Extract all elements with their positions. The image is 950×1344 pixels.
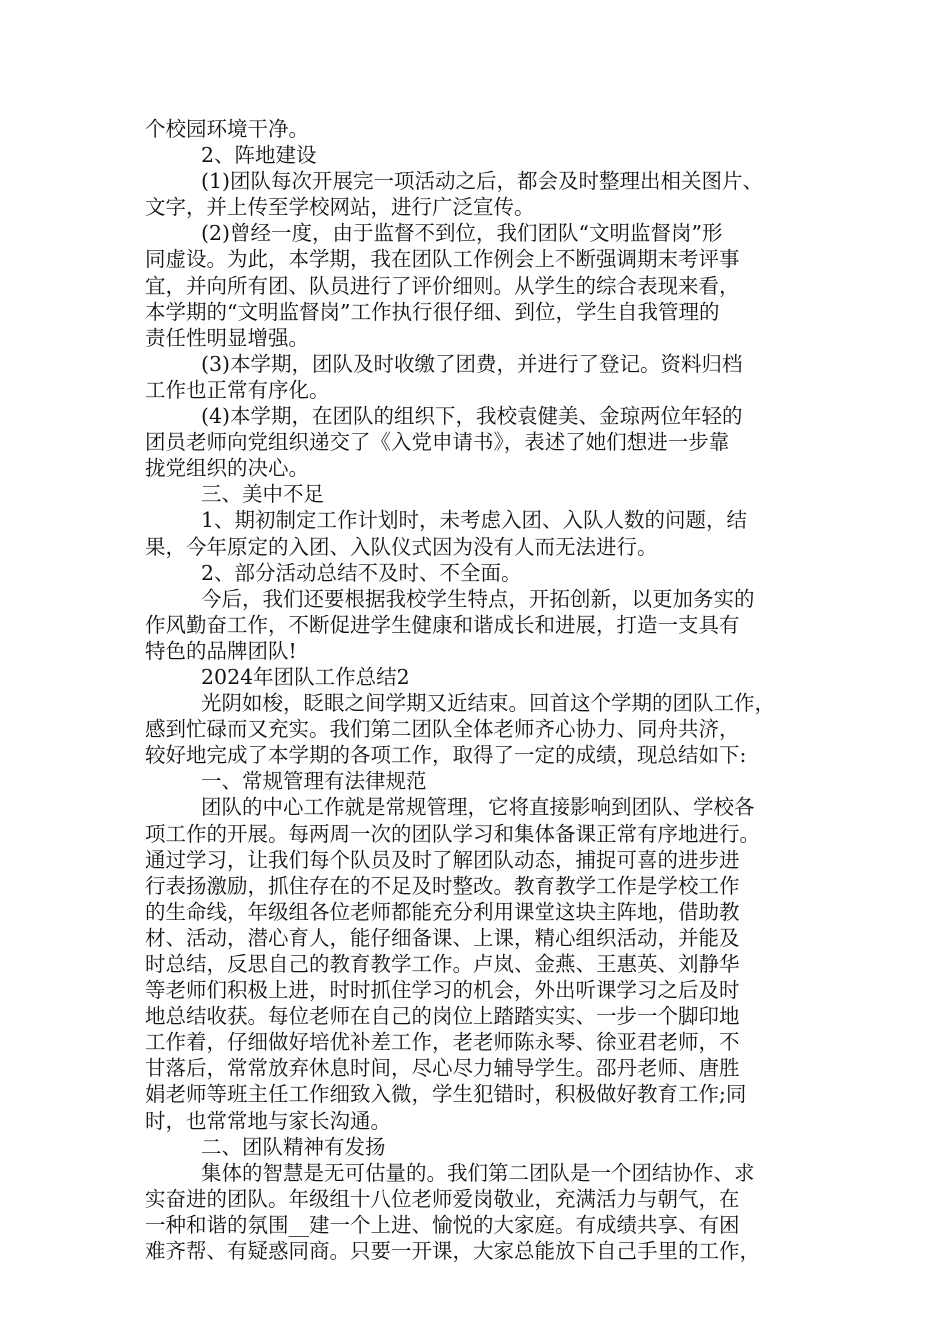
text-line: 的生命线，年级组各位老师都能充分利用课堂这块主阵地，借助教 — [145, 899, 740, 924]
text-line: (4)本学期，在团队的组织下，我校袁健美、金琼两位年轻的 — [201, 404, 743, 429]
text-line: 时总结，反思自己的教育教学工作。卢岚、金燕、王惠英、刘静华 — [145, 952, 740, 976]
text-line: 作风勤奋工作，不断促进学生健康和谐成长和进展，打造一支具有 — [145, 612, 740, 637]
text-line: 特色的品牌团队! — [145, 638, 297, 663]
text-line: 材、活动，潜心育人，能仔细备课、上课，精心组织活动，并能及 — [145, 925, 740, 950]
text-line: 一种和谐的氛围__建一个上进、愉悦的大家庭。有成绩共享、有困 — [145, 1212, 740, 1237]
text-line: 娟老师等班主任工作细致入微，学生犯错时，积极做好教育工作;同 — [145, 1082, 747, 1107]
text-line: 团队的中心工作就是常规管理，它将直接影响到团队、学校各 — [201, 795, 755, 820]
text-line: 难齐帮、有疑惑同商。只要一开课，大家总能放下自己手里的工作， — [145, 1239, 760, 1264]
text-line: 感到忙碌而又充实。我们第二团队全体老师齐心协力、同舟共济， — [145, 717, 740, 742]
text-line: 宜，并向所有团、队员进行了评价细则。从学生的综合表现来看， — [145, 273, 740, 298]
text-line: 今后，我们还要根据我校学生特点，开拓创新，以更加务实的 — [201, 586, 755, 611]
text-line: 较好地完成了本学期的各项工作，取得了一定的成绩，现总结如下: — [145, 743, 747, 768]
text-line: 果，今年原定的入团、入队仪式因为没有人而无法进行。 — [145, 534, 658, 559]
text-line: 通过学习，让我们每个队员及时了解团队动态，捕捉可喜的进步进 — [145, 847, 740, 872]
text-line: 工作着，仔细做好培优补差工作，老老师陈永琴、徐亚君老师，不 — [145, 1030, 740, 1055]
text-line: 甘落后，常常放弃休息时间，尽心尽力辅导学生。邵丹老师、唐胜 — [145, 1056, 740, 1081]
text-line: 拢党组织的决心。 — [145, 456, 309, 481]
text-line: 时，也常常地与家长沟通。 — [145, 1108, 391, 1133]
text-line: 三、美中不足 — [201, 482, 324, 507]
text-line: 实奋进的团队。年级组十八位老师爱岗敬业，充满活力与朝气，在 — [145, 1186, 740, 1211]
document-body — [145, 116, 815, 1264]
text-line: (2)曾经一度，由于监督不到位，我们团队“文明监督岗”形 — [201, 221, 723, 246]
text-line: 个校园环境干净。 — [145, 117, 309, 141]
text-line: 2、阵地建设 — [201, 143, 317, 168]
text-line: 等老师们积极上进，时时抓住学习的机会，外出听课学习之后及时 — [145, 978, 740, 1003]
text-line: 责任性明显增强。 — [145, 325, 309, 350]
text-line: 项工作的开展。每两周一次的团队学习和集体备课正常有序地进行。 — [145, 821, 760, 846]
text-line: 本学期的“文明监督岗”工作执行很仔细、到位，学生自我管理的 — [145, 299, 720, 324]
text-line: 集体的智慧是无可估量的。我们第二团队是一个团结协作、求 — [201, 1160, 755, 1185]
text-line: 团员老师向党组织递交了《入党申请书》，表述了她们想进一步靠 — [145, 430, 730, 455]
text-line: 地总结收获。每位老师在自己的岗位上踏踏实实、一步一个脚印地 — [145, 1004, 740, 1029]
text-line: 工作也正常有序化。 — [145, 377, 330, 402]
text-line: 一、常规管理有法律规范 — [201, 769, 427, 794]
text-line: (1)团队每次开展完一项活动之后，都会及时整理出相关图片、 — [201, 169, 764, 194]
text-line: 光阴如梭，眨眼之间学期又近结束。回首这个学期的团队工作， — [201, 691, 775, 716]
text-line: 二、团队精神有发扬 — [201, 1134, 386, 1159]
text-line: 1、期初制定工作计划时，未考虑入团、入队人数的问题，结 — [201, 508, 748, 533]
text-line: 同虚设。为此，本学期，我在团队工作例会上不断强调期末考评事 — [145, 247, 740, 272]
text-line: 行表扬激励，抓住存在的不足及时整改。教育教学工作是学校工作 — [145, 873, 740, 898]
text-line: 文字，并上传至学校网站，进行广泛宣传。 — [145, 195, 535, 220]
text-line: 2024年团队工作总结2 — [201, 664, 410, 689]
text-line: 2、部分活动总结不及时、不全面。 — [201, 560, 522, 585]
text-line: (3)本学期，团队及时收缴了团费，并进行了登记。资料归档 — [201, 351, 743, 376]
